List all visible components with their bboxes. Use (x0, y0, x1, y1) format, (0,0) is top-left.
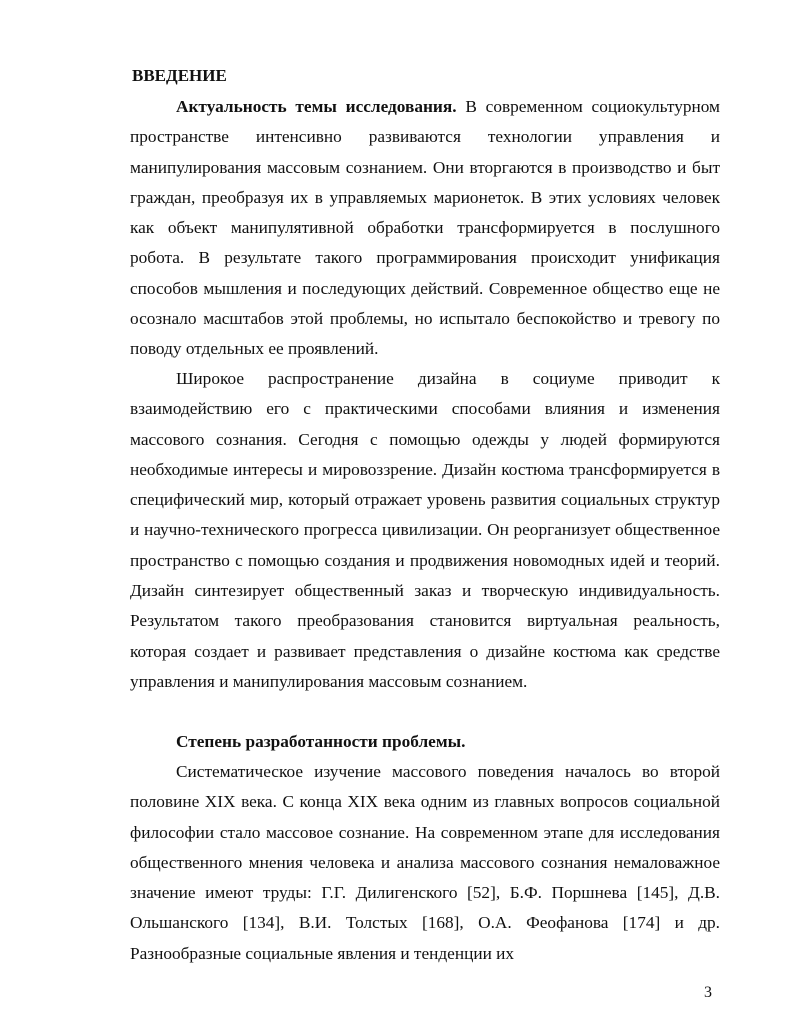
section-heading: ВВЕДЕНИЕ (132, 66, 227, 85)
relevance-lead: Актуальность темы исследования. (176, 97, 457, 116)
relevance-body: В современном социокультурном пространстве интенсивно развиваются технологии управления и манипулирования массовым сознанием. Они вторгаются в производство и быт граждан, преобразуя их в управляемых марионеток. В этих условиях человек как объект манипулятивной обработки трансформируется в послушного робота. В результате такого программирования происходит унификация способов мышления и последующих действий. Современное общество еще не осознало масштабов этой проблемы, но испытало беспокойство и тревогу по поводу отдельных ее проявлений. (130, 97, 720, 359)
design-paragraph: Широкое распространение дизайна в социуме приводит к взаимодействию его с практическими способами влияния и изменения массового сознания. Сегодня с помощью одежды у людей формируются необходимые интересы и мировоззрение. Дизайн костюма трансформируется в специфический мир, который отражает уровень развития социальных структур и научно-технического прогресса цивилизации. Он реорганизует общественное пространство с помощью создания и продвижения новомодных идей и теорий. Дизайн синтезирует общественный заказ и творческую индивидуальность. Результатом такого преобразования становится виртуальная реальность, которая создает и развивает представления о дизайне костюма как средстве управления и манипулирования массовым сознанием. (130, 369, 720, 691)
relevance-paragraph (130, 92, 720, 365)
study-paragraph: Систематическое изучение массового поведения началось во второй половине XIX века. С конца XIX века одним из главных вопросов социальной философии стало массовое сознание. На современном этапе для исследования общественного мнения человека и анализа массового сознания немаловажное значение имеют труды: Г.Г. Дилигенского [52], Б.Ф. Поршнева [145], Д.В. Ольшанского [134], В.И. Толстых [168], О.А. Феофанова [174] и др. Разнообразные социальные явления и тенденции их (130, 762, 720, 963)
page-number: 3 (704, 984, 712, 1001)
subheading-development-degree: Степень разработанности проблемы. (176, 732, 466, 751)
